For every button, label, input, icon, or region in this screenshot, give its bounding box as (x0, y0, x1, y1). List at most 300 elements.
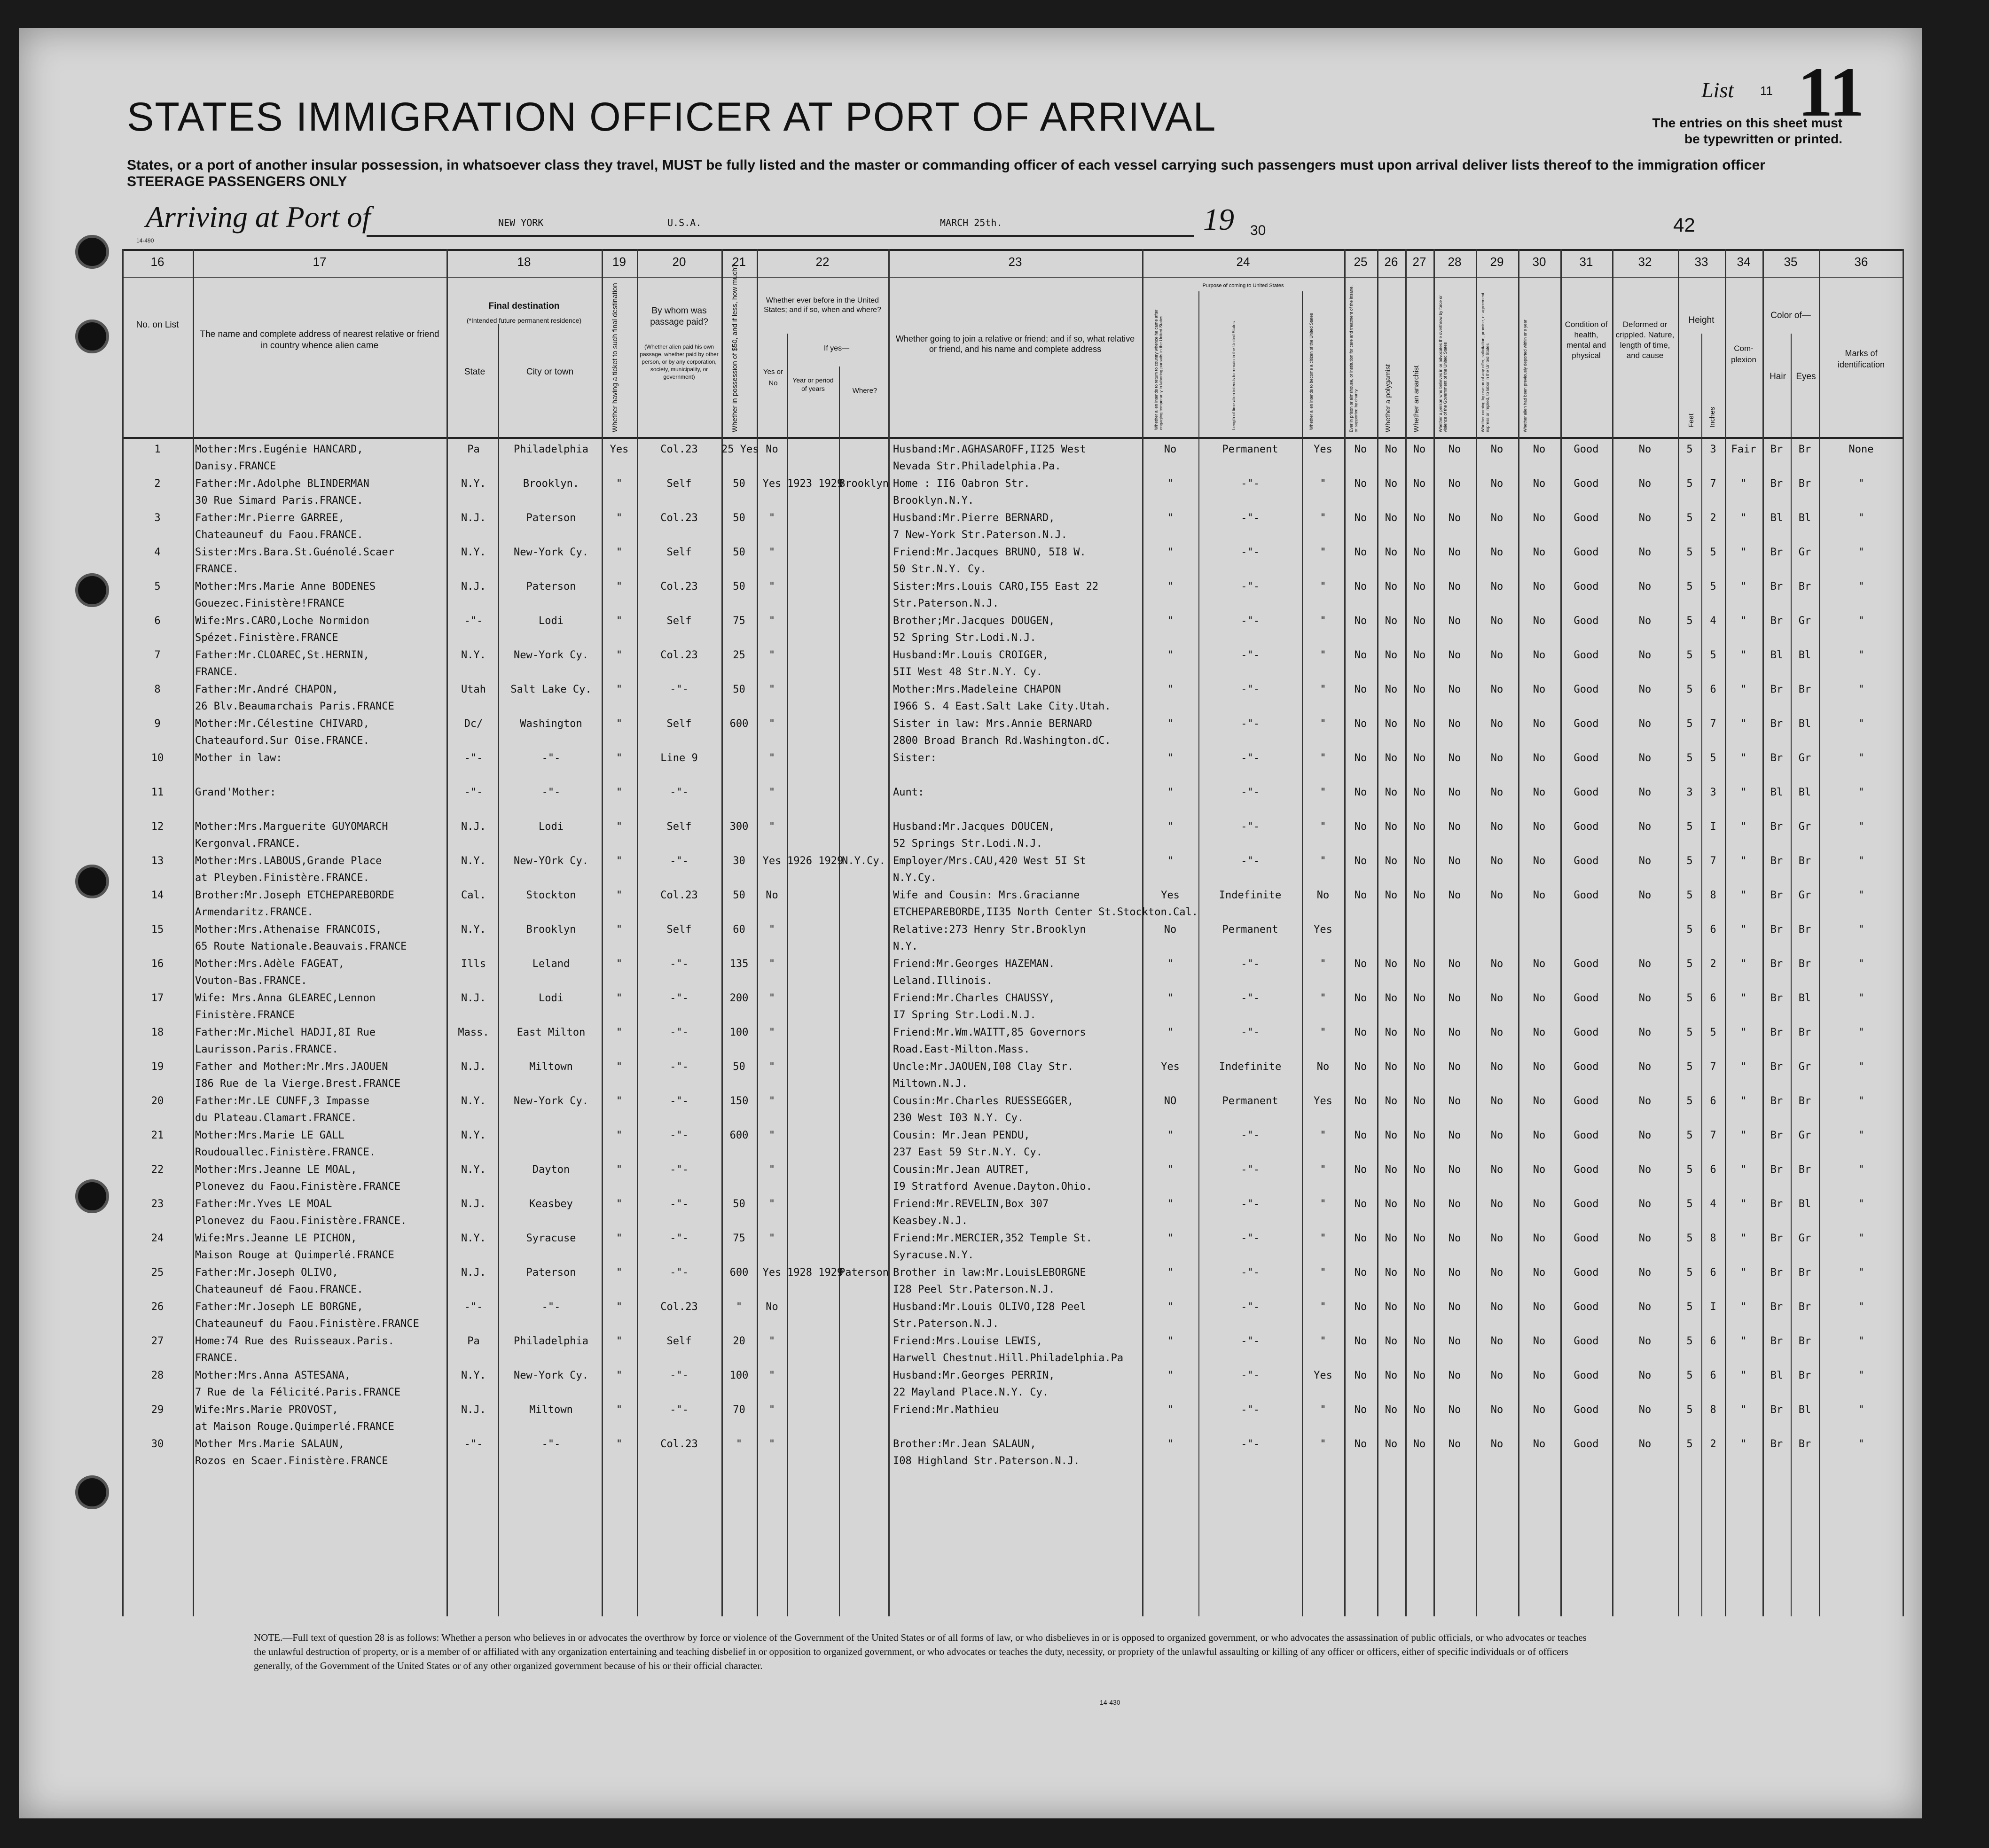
cell-q25: No (1354, 1027, 1367, 1038)
cell-marks: " (1858, 1404, 1864, 1416)
cell-p1: " (1167, 1404, 1174, 1416)
cell-eyes: Gr (1798, 1130, 1811, 1141)
cell-in: 6 (1710, 992, 1716, 1004)
cell-before: " (768, 752, 775, 764)
page-title: STATES IMMIGRATION OFFICER AT PORT OF ARRIVAL (127, 94, 1217, 140)
cell-deformed: No (1638, 1438, 1652, 1450)
cell-paid: Col.23 (660, 649, 698, 661)
cell-p3: " (1320, 992, 1326, 1004)
cell-no: 27 (151, 1335, 164, 1347)
cell-in: 2 (1710, 512, 1716, 524)
cell-in: 7 (1710, 855, 1716, 867)
cell-money: 70 (733, 1404, 745, 1416)
cell-q25: No (1354, 855, 1367, 867)
table-row (122, 819, 1903, 853)
cell-q30: No (1533, 512, 1546, 524)
cell-p1: " (1167, 787, 1174, 798)
cell-q29: No (1490, 958, 1503, 970)
cell-ft: 5 (1686, 1232, 1693, 1244)
cell-in: 6 (1710, 684, 1716, 695)
cell-complexion: " (1740, 1061, 1747, 1073)
cell-state: N.J. (461, 1267, 486, 1279)
cell-in: 4 (1710, 1198, 1716, 1210)
cell-complexion: " (1740, 855, 1747, 867)
cell-rel1: Father and Mother:Mr.Mrs.JAOUEN (195, 1061, 388, 1073)
cell-ft: 5 (1686, 1438, 1693, 1450)
cell-eyes: Br (1798, 1027, 1811, 1038)
table-row (122, 1368, 1903, 1402)
cell-in: 5 (1710, 1027, 1716, 1038)
cell-no: 28 (151, 1370, 164, 1381)
cell-in: 7 (1710, 478, 1716, 490)
cell-q30: No (1533, 1232, 1546, 1244)
cell-q30: No (1533, 478, 1546, 490)
col-number: 27 (1412, 255, 1426, 269)
table-row (122, 922, 1903, 956)
cell-in: 5 (1710, 752, 1716, 764)
cell-complexion: " (1740, 1301, 1747, 1313)
cell-city: New-York Cy. (514, 649, 588, 661)
cell-complexion: " (1740, 649, 1747, 661)
cell-q26: No (1385, 1301, 1398, 1313)
cell-p2: -"- (1241, 478, 1260, 490)
cell-join2: Nevada Str.Philadelphia.Pa. (893, 460, 1061, 472)
cell-state: N.J. (461, 512, 486, 524)
header-hair: Hair (1770, 372, 1786, 382)
cell-health: Good (1574, 546, 1599, 558)
cell-join2: I08 Highland Str.Paterson.N.J. (893, 1455, 1080, 1467)
cell-deformed: No (1638, 1198, 1652, 1210)
cell-ticket: " (616, 615, 623, 627)
table-row (122, 682, 1903, 716)
cell-complexion: " (1740, 718, 1747, 730)
cell-paid: -"- (670, 992, 689, 1004)
cell-q26: No (1385, 512, 1398, 524)
cell-ticket: " (616, 1130, 623, 1141)
cell-join2: Road.East-Milton.Mass. (893, 1044, 1030, 1055)
cell-q27: No (1413, 1130, 1426, 1141)
cell-eyes: Br (1798, 1095, 1811, 1107)
cell-state: N.Y. (461, 924, 486, 936)
col-number: 26 (1384, 255, 1398, 269)
cell-in: 8 (1710, 1404, 1716, 1416)
cell-state: -"- (464, 787, 483, 798)
cell-q29: No (1490, 615, 1503, 627)
cell-join2: Str.Paterson.N.J. (893, 1318, 999, 1330)
cell-complexion: " (1740, 821, 1747, 833)
cell-eyes: Br (1798, 924, 1811, 936)
cell-q26: No (1385, 1164, 1398, 1176)
cell-money: 600 (729, 1130, 749, 1141)
cell-q30: No (1533, 684, 1546, 695)
cell-deformed: No (1638, 718, 1652, 730)
list-number: 11 (1760, 84, 1773, 98)
cell-ticket: " (616, 1404, 623, 1416)
cell-paid: Col.23 (660, 1438, 698, 1450)
cell-q28: No (1448, 1335, 1461, 1347)
cell-ticket: " (616, 958, 623, 970)
cell-deformed: No (1638, 821, 1652, 833)
cell-p1: Yes (1161, 889, 1180, 901)
cell-marks: " (1858, 649, 1864, 661)
cell-paid: -"- (670, 855, 689, 867)
cell-city: Paterson (526, 1267, 576, 1279)
cell-before: No (766, 889, 778, 901)
cell-rel1: Mother:Mrs.Anna ASTESANA, (195, 1370, 351, 1381)
cell-q25: No (1354, 546, 1367, 558)
cell-p2: -"- (1241, 821, 1260, 833)
cell-no: 7 (154, 649, 161, 661)
cell-q27: No (1413, 718, 1426, 730)
cell-q29: No (1490, 1232, 1503, 1244)
cell-q27: No (1413, 855, 1426, 867)
cell-complexion: " (1740, 992, 1747, 1004)
cell-rel2: 7 Rue de la Félicité.Paris.FRANCE (195, 1387, 401, 1398)
cell-in: 3 (1710, 444, 1716, 455)
cell-hair: Br (1770, 444, 1783, 455)
arrival-date: MARCH 25th. (940, 217, 1002, 228)
cell-city: Washington (520, 718, 582, 730)
cell-q28: No (1448, 649, 1461, 661)
cell-join1: Husband:Mr.Jacques DOUCEN, (893, 821, 1055, 833)
cell-ticket: " (616, 1061, 623, 1073)
table-row (122, 1128, 1903, 1162)
cell-city: Brooklyn. (523, 478, 579, 490)
cell-join2: ETCHEPAREBORDE,II35 North Center St.Stockton.Cal. (893, 906, 1198, 918)
header-polygamist: Whether a polygamist (1384, 364, 1392, 432)
header-deformed: Deformed or crippled. Nature, length of time, and cause (1615, 320, 1675, 360)
cell-q29: No (1490, 1027, 1503, 1038)
cell-ft: 5 (1686, 1404, 1693, 1416)
cell-join1: Relative:273 Henry Str.Brooklyn (893, 924, 1086, 936)
cell-q25: No (1354, 581, 1367, 593)
cell-before: " (768, 1438, 775, 1450)
cell-marks: " (1858, 1232, 1864, 1244)
cell-year: 1923 1929 (787, 478, 844, 490)
cell-health: Good (1574, 1095, 1599, 1107)
cell-health: Good (1574, 958, 1599, 970)
cell-marks: " (1858, 615, 1864, 627)
table-row (122, 510, 1903, 545)
cell-p3: " (1320, 1438, 1326, 1450)
cell-ticket: " (616, 546, 623, 558)
cell-ft: 5 (1686, 581, 1693, 593)
table-row (122, 1436, 1903, 1471)
cell-q26: No (1385, 1027, 1398, 1038)
cell-p3: Yes (1314, 1370, 1332, 1381)
cell-money: 30 (733, 855, 745, 867)
cell-marks: " (1858, 546, 1864, 558)
cell-hair: Br (1770, 684, 1783, 695)
cell-hair: Br (1770, 1301, 1783, 1313)
cell-q28: No (1448, 1164, 1461, 1176)
cell-q28: No (1448, 1438, 1461, 1450)
header-q30: Whether alien had been previously deported within one year (1523, 320, 1527, 432)
cell-eyes: Gr (1798, 1061, 1811, 1073)
cell-rel1: Mother:Mrs.Marie LE GALL (195, 1130, 345, 1141)
cell-join1: Brother in law:Mr.LouisLEBORGNE (893, 1267, 1086, 1279)
cell-ft: 5 (1686, 1130, 1693, 1141)
cell-hair: Br (1770, 1027, 1783, 1038)
cell-before: " (768, 546, 775, 558)
cell-marks: " (1858, 684, 1864, 695)
cell-q28: No (1448, 478, 1461, 490)
cell-q27: No (1413, 1061, 1426, 1073)
cell-before: " (768, 1370, 775, 1381)
cell-q25: No (1354, 1164, 1367, 1176)
table-row (122, 1333, 1903, 1368)
cell-deformed: No (1638, 684, 1652, 695)
cell-p1: " (1167, 958, 1174, 970)
cell-no: 20 (151, 1095, 164, 1107)
cell-state: Pa (467, 1335, 480, 1347)
cell-q29: No (1490, 444, 1503, 455)
cell-rel2: Plonevez du Faou.Finistère.FRANCE. (195, 1215, 407, 1227)
cell-health: Good (1574, 787, 1599, 798)
cell-q30: No (1533, 992, 1546, 1004)
cell-money: 50 (733, 478, 745, 490)
header-complexion: Com-plexion (1731, 344, 1756, 364)
cell-before: " (768, 1095, 775, 1107)
cell-eyes: Bl (1798, 718, 1811, 730)
cell-q29: No (1490, 1335, 1503, 1347)
cell-q28: No (1448, 546, 1461, 558)
cell-hair: Bl (1770, 1370, 1783, 1381)
cell-no: 25 (151, 1267, 164, 1279)
page-number: 42 (1673, 214, 1695, 236)
cell-city: Syracuse (526, 1232, 576, 1244)
cell-eyes: Br (1798, 581, 1811, 593)
binder-hole (75, 865, 109, 898)
cell-q30: No (1533, 1267, 1546, 1279)
cell-hair: Br (1770, 1095, 1783, 1107)
cell-no: 26 (151, 1301, 164, 1313)
cell-join1: Sister: (893, 752, 937, 764)
cell-q29: No (1490, 752, 1503, 764)
cell-state: N.Y. (461, 478, 486, 490)
cell-marks: " (1858, 1095, 1864, 1107)
cell-health: Good (1574, 1404, 1599, 1416)
cell-q28: No (1448, 1370, 1461, 1381)
cell-rel1: Mother:Mr.Célestine CHIVARD, (195, 718, 369, 730)
cell-state: N.J. (461, 1061, 486, 1073)
cell-q26: No (1385, 615, 1398, 627)
cell-q30: No (1533, 752, 1546, 764)
cell-p1: Yes (1161, 1061, 1180, 1073)
cell-join2: 50 Str.N.Y. Cy. (893, 563, 987, 575)
cell-q29: No (1490, 478, 1503, 490)
cell-p3: " (1320, 649, 1326, 661)
col-number: 32 (1638, 255, 1652, 269)
cell-hair: Br (1770, 1164, 1783, 1176)
header-state: State (464, 367, 486, 377)
cell-in: 8 (1710, 1232, 1716, 1244)
cell-rel1: Father:Mr.Adolphe BLINDERMAN (195, 478, 369, 490)
cell-p2: -"- (1241, 1267, 1260, 1279)
cell-rel2: Chateauford.Sur Oise.FRANCE. (195, 735, 369, 747)
cell-deformed: No (1638, 546, 1652, 558)
cell-q25: No (1354, 787, 1367, 798)
cell-deformed: No (1638, 958, 1652, 970)
cell-eyes: Br (1798, 1164, 1811, 1176)
cell-money: 600 (729, 718, 749, 730)
cell-state: N.J. (461, 1404, 486, 1416)
cell-q27: No (1413, 1027, 1426, 1038)
cell-ticket: " (616, 1301, 623, 1313)
cell-hair: Br (1770, 1130, 1783, 1141)
cell-ft: 5 (1686, 444, 1693, 455)
cell-health: Good (1574, 684, 1599, 695)
binder-hole (75, 320, 109, 353)
cell-eyes: Br (1798, 958, 1811, 970)
cell-q27: No (1413, 889, 1426, 901)
cell-marks: " (1858, 1370, 1864, 1381)
cell-ft: 5 (1686, 924, 1693, 936)
table-row (122, 1059, 1903, 1093)
table-row (122, 716, 1903, 750)
cell-p3: Yes (1314, 444, 1332, 455)
cell-complexion: " (1740, 752, 1747, 764)
cell-deformed: No (1638, 1164, 1652, 1176)
cell-join1: Husband:Mr.Pierre BERNARD, (893, 512, 1055, 524)
cell-join2: 52 Springs Str.Lodi.N.J. (893, 838, 1042, 850)
cell-rel1: Father:Mr.CLOAREC,St.HERNIN, (195, 649, 369, 661)
cell-q29: No (1490, 1370, 1503, 1381)
header-anarchist: Whether an anarchist (1412, 365, 1420, 432)
cell-p2: -"- (1241, 1404, 1260, 1416)
cell-paid: -"- (670, 1198, 689, 1210)
cell-q30: No (1533, 1095, 1546, 1107)
cell-p3: Yes (1314, 1095, 1332, 1107)
table-rule (122, 437, 1903, 439)
cell-in: 7 (1710, 718, 1716, 730)
col-number: 33 (1694, 255, 1708, 269)
cell-rel1: Father:Mr.Joseph LE BORGNE, (195, 1301, 363, 1313)
cell-city: Keasbey (529, 1198, 573, 1210)
cell-q30: No (1533, 958, 1546, 970)
cell-rel2: Danisy.FRANCE (195, 460, 276, 472)
cell-rel1: Father:Mr.Michel HADJI,8I Rue (195, 1027, 376, 1038)
cell-q26: No (1385, 546, 1398, 558)
cell-ft: 5 (1686, 889, 1693, 901)
cell-before: Yes (762, 478, 782, 490)
cell-rel2: Chateauneuf du Faou.FRANCE. (195, 529, 363, 541)
cell-q27: No (1413, 1267, 1426, 1279)
cell-health: Good (1574, 478, 1599, 490)
cell-q29: No (1490, 1301, 1503, 1313)
arriving-label: Arriving at Port of (146, 200, 371, 234)
col-number: 28 (1448, 255, 1462, 269)
cell-p2: -"- (1241, 1301, 1260, 1313)
cell-p2: -"- (1241, 1130, 1260, 1141)
cell-q30: No (1533, 649, 1546, 661)
cell-p1: " (1167, 546, 1174, 558)
cell-hair: Br (1770, 1232, 1783, 1244)
cell-marks: " (1858, 992, 1864, 1004)
cell-rel2: 26 Blv.Beaumarchais Paris.FRANCE (195, 701, 394, 712)
cell-state: Pa (467, 444, 480, 455)
cell-paid: -"- (670, 1027, 689, 1038)
cell-paid: Col.23 (660, 512, 698, 524)
cell-paid: -"- (670, 1095, 689, 1107)
cell-money: " (736, 1438, 743, 1450)
cell-join2: Str.Paterson.N.J. (893, 598, 999, 609)
cell-paid: -"- (670, 1130, 689, 1141)
cell-p3: " (1320, 821, 1326, 833)
cell-money: 25 Yes (721, 444, 759, 455)
table-rule (122, 249, 1903, 251)
cell-eyes: Gr (1798, 615, 1811, 627)
cell-rel1: Wife:Mrs.Jeanne LE PICHON, (195, 1232, 357, 1244)
cell-rel1: Father:Mr.LE CUNFF,3 Impasse (195, 1095, 369, 1107)
cell-rel2: Chateauneuf dé Faou.FRANCE. (195, 1284, 363, 1295)
cell-year: 1928 1929 (787, 1267, 844, 1279)
subtitle-text: States, or a port of another insular possession, in whatsoever class they travel, MUST be fully listed and the master or commanding officer of each vessel carrying such passengers must upon arrival deliver lists thereof to the immigration officer (127, 157, 1765, 173)
header-possession: Whether in possession of $50, and if less, how much? (731, 264, 739, 432)
cell-health: Good (1574, 649, 1599, 661)
cell-in: 5 (1710, 649, 1716, 661)
cell-q25: No (1354, 1130, 1367, 1141)
cell-join1: Sister in law: Mrs.Annie BERNARD (893, 718, 1092, 730)
cell-no: 24 (151, 1232, 164, 1244)
cell-join1: Friend:Mr.MERCIER,352 Temple St. (893, 1232, 1092, 1244)
cell-q28: No (1448, 1095, 1461, 1107)
cell-city: Paterson (526, 581, 576, 593)
cell-rel2: Chateauneuf du Faou.Finistère.FRANCE (195, 1318, 419, 1330)
header-purpose-b: Length of time alien intends to remain in the United States (1231, 321, 1236, 430)
cell-q30: No (1533, 546, 1546, 558)
cell-ticket: " (616, 1370, 623, 1381)
cell-money: 50 (733, 581, 745, 593)
cell-city: Philadelphia (514, 444, 588, 455)
cell-no: 13 (151, 855, 164, 867)
cell-state: Utah (461, 684, 486, 695)
cell-city: Miltown (529, 1061, 573, 1073)
cell-q26: No (1385, 1267, 1398, 1279)
cell-ticket: " (616, 855, 623, 867)
cell-join2: Leland.Illinois. (893, 975, 993, 987)
cell-p2: -"- (1241, 1232, 1260, 1244)
cell-eyes: Br (1798, 444, 1811, 455)
cell-q30: No (1533, 889, 1546, 901)
table-row (122, 1196, 1903, 1231)
cell-money: 50 (733, 1198, 745, 1210)
cell-money: 300 (729, 821, 749, 833)
cell-q26: No (1385, 752, 1398, 764)
cell-complexion: " (1740, 684, 1747, 695)
cell-money: 150 (729, 1095, 749, 1107)
cell-deformed: No (1638, 1301, 1652, 1313)
cell-no: 1 (154, 444, 161, 455)
cell-ticket: " (616, 1232, 623, 1244)
cell-p3: No (1316, 1061, 1330, 1073)
cell-join1: Friend:Mr.Charles CHAUSSY, (893, 992, 1055, 1004)
cell-p1: " (1167, 1130, 1174, 1141)
cell-q25: No (1354, 958, 1367, 970)
cell-p1: " (1167, 1267, 1174, 1279)
cell-p1: " (1167, 1027, 1174, 1038)
cell-before: " (768, 992, 775, 1004)
cell-city: Lodi (539, 821, 564, 833)
cell-p3: " (1320, 684, 1326, 695)
cell-hair: Bl (1770, 649, 1783, 661)
cell-p3: " (1320, 1027, 1326, 1038)
cell-join1: Brother;Mr.Jacques DOUGEN, (893, 615, 1055, 627)
cell-p1: " (1167, 752, 1174, 764)
cell-rel2: Armendaritz.FRANCE. (195, 906, 313, 918)
cell-p2: -"- (1241, 1198, 1260, 1210)
cell-p2: Indefinite (1219, 889, 1282, 901)
